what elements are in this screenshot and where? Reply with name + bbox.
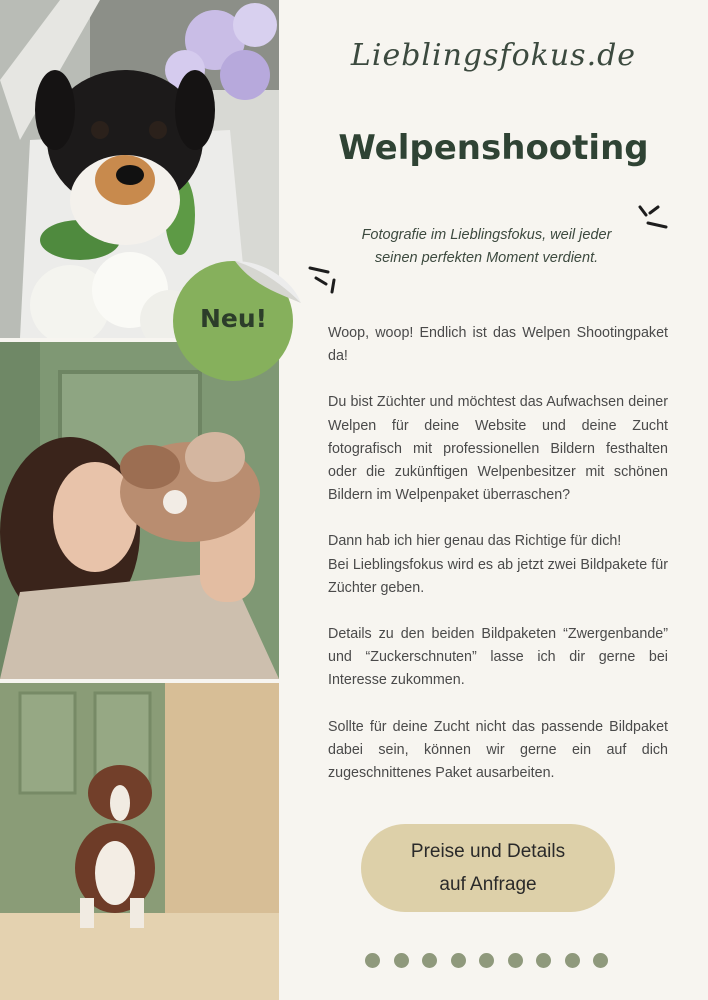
photo-column [0,0,279,1000]
cta-line-1: Preise und Details [410,841,566,862]
dot [365,953,380,968]
dot [593,953,608,968]
dot [565,953,580,968]
brand-logo: Lieblingsfokus.de [350,38,637,73]
cta-line-2: auf Anfrage [439,874,537,895]
dot [508,953,523,968]
woman-puppy-photo [0,342,279,679]
brown-puppy-photo [0,683,279,1000]
offer-paragraph: Bei Lieblingsfokus wird es ab jetzt zwei Bildpakete für Züchter geben. [328,556,668,596]
subtitle: Fotografie im Lieblingsfokus, weil jeder seinen perfekten Moment verdient. [361,227,612,266]
page-dots [365,953,608,968]
dot [394,953,409,968]
content-column [279,0,708,1000]
packages-paragraph: Details zu den beiden Bildpaketen “Zwergenbande” und “Zuckerschnuten” lasse ich dir gerne bei Interesse zukommen. [328,626,668,689]
accent-lines-top-icon [636,205,670,231]
pricing-request-button[interactable] [361,824,615,912]
dot [479,953,494,968]
dot [422,953,437,968]
intro-paragraph: Woop, woop! Endlich ist das Welpen Shootingpaket da! [328,325,668,365]
breeder-paragraph: Du bist Züchter und möchtest das Aufwachsen deiner Welpen für deine Website und deine Zucht fotografisch mit professionellen Bildern festhalten oder die zukünftigen Welpenbesitzer mit schönen Bildern im Welpenpaket überraschen? [328,394,668,504]
new-badge-label: Neu! [200,304,268,333]
body-text [328,322,668,808]
page-title: Welpenshooting [338,128,649,168]
offer-headline: Dann hab ich hier genau das Richtige für dich! [328,533,622,550]
custom-package-paragraph: Sollte für deine Zucht nicht das passende Bildpaket dabei sein, können wir gerne ein auf dich zugeschnittenes Paket ausarbeiten. [328,718,668,782]
accent-lines-left-icon [306,264,340,294]
dot [536,953,551,968]
dot [451,953,466,968]
